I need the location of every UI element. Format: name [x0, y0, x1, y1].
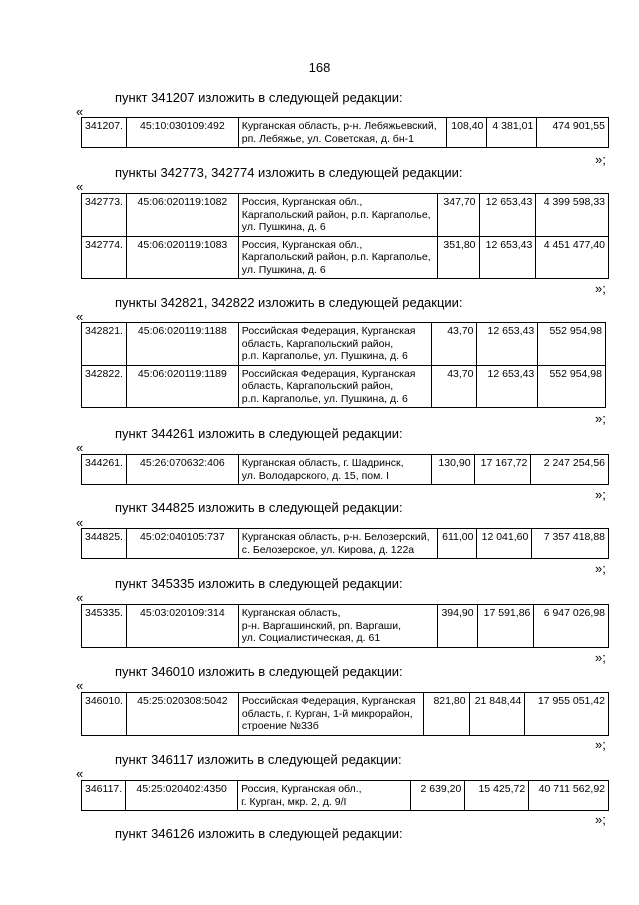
row-number: 341207. [82, 118, 127, 148]
total-value: 4 399 598,33 [536, 194, 609, 237]
unit-price: 21 848,44 [469, 693, 525, 736]
row-number: 342821. [82, 323, 127, 366]
quote-open: « [76, 309, 84, 324]
cadastral-number: 45:25:020308:5042 [126, 693, 238, 736]
total-value: 552 954,98 [538, 323, 606, 366]
row-number: 346010. [82, 693, 127, 736]
unit-price: 12 041,60 [477, 529, 532, 559]
total-value: 474 901,55 [537, 118, 609, 148]
address [238, 194, 437, 237]
address-line: г. Курган, мкр. 2, д. 9/I [241, 795, 347, 808]
address-line: с. Белозерское, ул. Кирова, д. 122а [241, 543, 415, 556]
unit-price: 4 381,01 [487, 118, 537, 148]
area: 130,90 [431, 455, 474, 485]
area: 347,70 [437, 194, 479, 237]
address-line: ул. Пушкина, д. 6 [241, 221, 326, 233]
unit-price: 12 653,43 [477, 323, 538, 366]
quote-close: »; [595, 561, 606, 576]
address-line: ул. Володарского, д. 15, пом. I [241, 469, 390, 482]
row-number: 345335. [82, 605, 127, 648]
entry-table [81, 322, 606, 408]
address [238, 323, 431, 366]
total-value: 40 711 562,92 [529, 781, 609, 811]
entry-table [81, 604, 609, 648]
table-row [82, 236, 609, 279]
table-row [82, 323, 606, 366]
section-heading: пункт 346010 изложить в следующей редакции: [115, 664, 403, 679]
table-row [82, 781, 609, 811]
table-row [82, 365, 606, 408]
address-line: Курганская область, г. Шадринск, [241, 457, 404, 469]
row-number: 342773. [82, 194, 127, 237]
cadastral-number: 45:06:020119:1082 [126, 194, 238, 237]
unit-price: 12 653,43 [479, 236, 536, 279]
entry-table [81, 454, 609, 485]
cadastral-number: 45:26:070632:406 [126, 455, 238, 485]
quote-close: »; [595, 487, 606, 502]
total-value: 4 451 477,40 [536, 236, 609, 279]
quote-close: »; [595, 152, 606, 167]
address [238, 455, 431, 485]
area: 351,80 [437, 236, 479, 279]
quote-close: »; [595, 281, 606, 296]
section-heading: пункты 342773, 342774 изложить в следующей редакции: [115, 165, 463, 180]
page-number: 168 [308, 60, 331, 75]
cadastral-number: 45:02:040105:737 [126, 529, 238, 559]
address-line: Российская Федерация, Курганская [241, 325, 416, 337]
row-number: 344825. [82, 529, 127, 559]
area: 43,70 [431, 365, 477, 408]
table-row [82, 529, 609, 559]
quote-close: »; [595, 411, 606, 426]
row-number: 342774. [82, 236, 127, 279]
section-heading: пункт 341207 изложить в следующей редакции: [115, 90, 403, 105]
area: 2 639,20 [411, 781, 465, 811]
address [238, 236, 437, 279]
unit-price: 17 591,86 [477, 605, 534, 648]
unit-price: 15 425,72 [465, 781, 529, 811]
quote-open: « [76, 678, 84, 693]
address [238, 529, 437, 559]
quote-open: « [76, 104, 84, 119]
section-heading: пункты 342821, 342822 изложить в следующей редакции: [115, 295, 463, 310]
address-line: Россия, Курганская обл., [241, 783, 362, 795]
address-line: ул. Пушкина, д. 6 [241, 263, 326, 276]
quote-open: « [76, 766, 84, 781]
table-row [82, 194, 609, 237]
cadastral-number: 45:06:020119:1083 [126, 236, 238, 279]
address [238, 118, 447, 148]
quote-close: »; [595, 812, 606, 827]
area: 394,90 [437, 605, 477, 648]
address [238, 605, 437, 648]
address [238, 693, 423, 736]
address-line: Россия, Курганская обл., [241, 196, 363, 208]
section-heading: пункт 344261 изложить в следующей редакции: [115, 426, 403, 441]
area: 821,80 [423, 693, 469, 736]
cadastral-number: 45:03:020109:314 [126, 605, 238, 648]
table-row [82, 605, 609, 648]
cadastral-number: 45:10:030109:492 [126, 118, 238, 148]
address-line: ул. Социалистическая, д. 61 [241, 632, 381, 644]
total-value: 7 357 418,88 [532, 529, 609, 559]
address-line: Российская Федерация, Курганская [241, 367, 416, 380]
entry-table [81, 117, 609, 148]
table-row [82, 118, 609, 148]
section-heading: пункт 344825 изложить в следующей редакции: [115, 500, 403, 515]
address-line: Российская Федерация, Курганская [241, 695, 416, 707]
address-line: р.п. Каргаполье, ул. Пушкина, д. 6 [241, 350, 408, 362]
address-line: строение №33б [241, 720, 319, 732]
cadastral-number: 45:25:020402:4350 [126, 781, 238, 811]
quote-open: « [76, 590, 84, 605]
table-row [82, 455, 609, 485]
address-line: Каргапольский район, р.п. Каргаполье, [241, 208, 431, 221]
row-number: 346117. [82, 781, 126, 811]
address-line: область, Каргапольский район, [241, 380, 394, 392]
total-value: 552 954,98 [538, 365, 606, 408]
total-value: 2 247 254,56 [531, 455, 609, 485]
quote-open: « [76, 515, 84, 530]
address-line: область, Каргапольский район, [241, 337, 394, 350]
quote-open: « [76, 179, 84, 194]
address-line: Курганская область, [241, 607, 341, 619]
address-line: р-н. Варгашинский, рп. Варгаши, [241, 619, 402, 632]
entry-table [81, 692, 609, 736]
address-line: р.п. Каргаполье, ул. Пушкина, д. 6 [241, 392, 408, 405]
address [238, 781, 411, 811]
address-line: Курганская область, р-н. Лебяжьевский, [241, 120, 437, 132]
row-number: 344261. [82, 455, 127, 485]
unit-price: 12 653,43 [479, 194, 536, 237]
section-heading: пункт 346126 изложить в следующей редакции: [115, 826, 403, 841]
entry-table [81, 528, 609, 559]
entry-table [81, 780, 609, 811]
cadastral-number: 45:06:020119:1188 [126, 323, 238, 366]
address-line: область, г. Курган, 1-й микрорайон, [241, 707, 413, 720]
address-line: Россия, Курганская обл., [241, 238, 363, 251]
row-number: 342822. [82, 365, 127, 408]
area: 43,70 [431, 323, 477, 366]
cadastral-number: 45:06:020119:1189 [126, 365, 238, 408]
quote-open: « [76, 440, 84, 455]
quote-close: »; [595, 650, 606, 665]
address-line: рп. Лебяжье, ул. Советская, д. бн-1 [241, 132, 414, 145]
unit-price: 17 167,72 [474, 455, 531, 485]
section-heading: пункт 345335 изложить в следующей редакции: [115, 576, 403, 591]
address-line: Курганская область, р-н. Белозерский, [241, 531, 430, 543]
total-value: 6 947 026,98 [534, 605, 609, 648]
address [238, 365, 431, 408]
unit-price: 12 653,43 [477, 365, 538, 408]
table-row [82, 693, 609, 736]
total-value: 17 955 051,42 [525, 693, 609, 736]
quote-close: »; [595, 737, 606, 752]
section-heading: пункт 346117 изложить в следующей редакции: [115, 752, 402, 767]
address-line: Каргапольский район, р.п. Каргаполье, [241, 251, 431, 263]
entry-table [81, 193, 609, 279]
area: 611,00 [437, 529, 477, 559]
area: 108,40 [447, 118, 487, 148]
